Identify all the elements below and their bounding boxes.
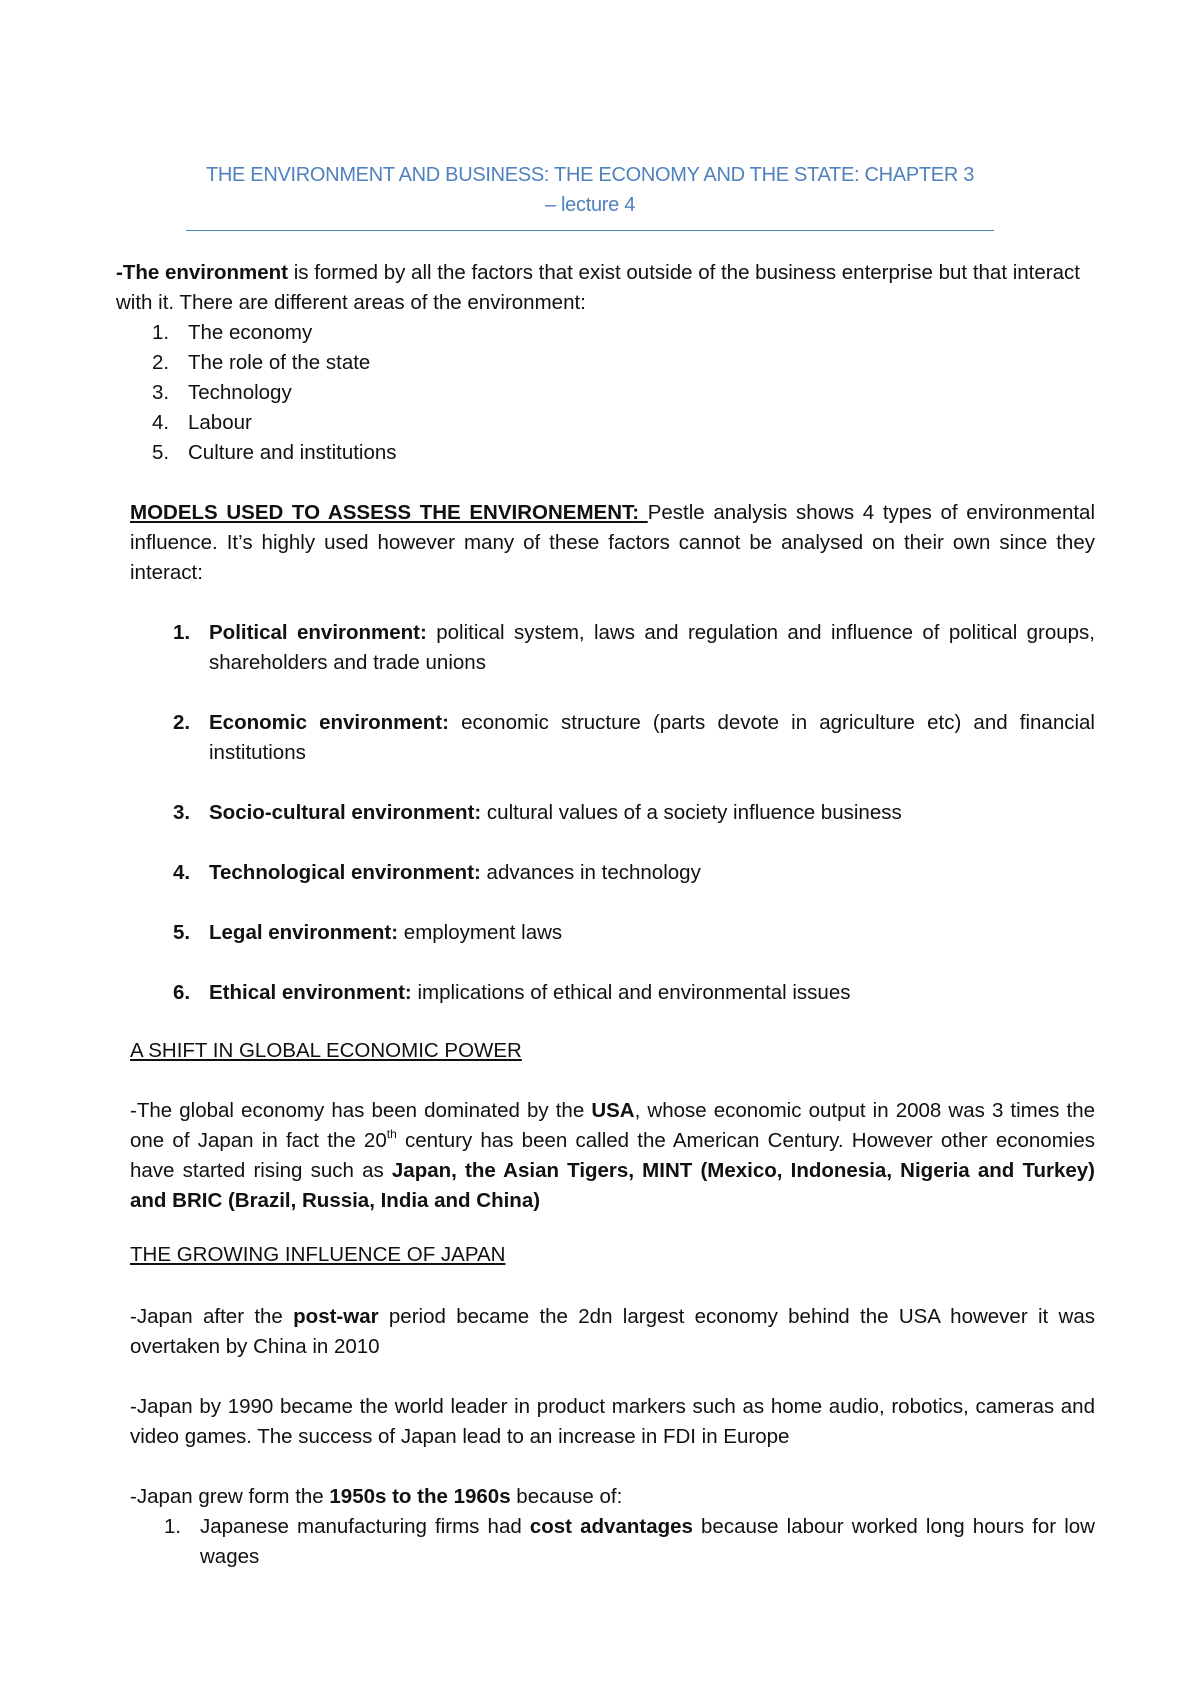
japan-p1-text-b: period became the 2dn largest economy behind the USA however it was overtaken by China in 2010: [130, 1305, 1095, 1358]
list-number: 1.: [164, 1515, 182, 1538]
list-item: [152, 318, 1088, 348]
pestle-description: advances in technology: [480, 861, 701, 884]
pestle-item-socio-cultural: [173, 798, 1095, 828]
list-item: [152, 348, 1088, 378]
list-item-text: Technology: [188, 381, 292, 404]
pestle-term: Economic environment:: [209, 711, 449, 734]
pestle-item-economic: [173, 708, 1095, 768]
list-number: 2.: [152, 351, 170, 374]
list-number: 3.: [173, 801, 191, 824]
japan-p3-bold: 1950s to the 1960s: [329, 1485, 511, 1508]
list-number: 6.: [173, 981, 191, 1004]
list-number: 2.: [173, 711, 191, 734]
shift-paragraph: [130, 1096, 1095, 1216]
japan-item-bold: cost advantages: [529, 1515, 693, 1538]
title-line-2: – lecture 4: [544, 194, 636, 216]
section-heading-japan: [130, 1240, 1095, 1270]
list-item-text: Culture and institutions: [188, 441, 397, 464]
shift-heading-text: A SHIFT IN GLOBAL ECONOMIC POWER: [130, 1039, 522, 1062]
pestle-item-political: [173, 618, 1096, 678]
japan-growth-list: [164, 1512, 1095, 1572]
pestle-term: Legal environment:: [209, 921, 399, 944]
models-heading: MODELS USED TO ASSESS THE ENVIRONEMENT:: [130, 501, 640, 524]
pestle-item-technological: [173, 858, 1095, 888]
shift-economies-list: Japan, the Asian Tigers, MINT (Mexico, Indonesia, Nigeria and Turkey) and BRIC (Brazil, Russia, India and China): [130, 1159, 1095, 1212]
pestle-description: cultural values of a society influence business: [481, 801, 902, 824]
pestle-item-legal: [173, 918, 1095, 948]
title-underline-rule: [186, 230, 994, 231]
list-number: 3.: [152, 381, 170, 404]
environment-areas-list: [152, 318, 1088, 468]
shift-text-2: , whose economic output in 2008 was 3 times the one of Japan in fact the 20: [130, 1099, 1095, 1152]
pestle-description: implications of ethical and environmental issues: [411, 981, 851, 1004]
japan-heading-text: THE GROWING INFLUENCE OF JAPAN: [130, 1243, 506, 1266]
japan-p3-text-b: because of:: [510, 1485, 623, 1508]
japan-growth-item-1: [164, 1512, 1095, 1572]
japan-paragraph-2: [130, 1392, 1095, 1452]
list-item: [152, 408, 1088, 438]
japan-paragraph-1: [130, 1302, 1095, 1362]
pestle-term: Technological environment:: [209, 861, 481, 884]
pestle-list: [173, 618, 1096, 1008]
japan-p3-text-a: -Japan grew form the: [130, 1485, 330, 1508]
japan-item-text-a: Japanese manufacturing firms had: [200, 1515, 530, 1538]
japan-p2-text: -Japan by 1990 became the world leader in product markers such as home audio, robotics, cameras and video games. The success of Japan lead to an increase in FDI in Europe: [130, 1395, 1095, 1448]
intro-text: is formed by all the factors that exist outside of the business enterprise but that interact with it. There are different areas of the environment:: [116, 261, 1080, 314]
list-item-text: The economy: [188, 321, 313, 344]
pestle-description: employment laws: [398, 921, 563, 944]
list-item-text: The role of the state: [188, 351, 371, 374]
models-paragraph: [130, 498, 1095, 588]
pestle-description: political system, laws and regulation and influence of political groups, shareholders and trade unions: [209, 621, 1096, 674]
intro-paragraph: [116, 258, 1098, 318]
list-number: 5.: [152, 441, 170, 464]
shift-superscript: th: [386, 1127, 397, 1141]
pestle-term: Political environment:: [209, 621, 427, 644]
list-number: 1.: [152, 321, 170, 344]
pestle-term: Ethical environment:: [209, 981, 412, 1004]
page-title: [186, 160, 994, 220]
list-number: 4.: [173, 861, 191, 884]
list-item: [152, 438, 1088, 468]
list-item-text: Labour: [188, 411, 252, 434]
japan-p1-text-a: -Japan after the: [130, 1305, 294, 1328]
japan-p1-bold: post-war: [293, 1305, 379, 1328]
japan-item-text-b: because labour worked long hours for low wages: [200, 1515, 1095, 1568]
shift-text-3: century has been called the American Century. However other economies have started rising such as: [130, 1129, 1095, 1182]
models-text: Pestle analysis shows 4 types of environmental influence. It’s highly used however many of these factors cannot be analysed on their own since they interact:: [130, 501, 1095, 584]
list-number: 5.: [173, 921, 191, 944]
pestle-term: Socio-cultural environment:: [209, 801, 482, 824]
list-number: 4.: [152, 411, 170, 434]
list-item: [152, 378, 1088, 408]
models-heading-space: [639, 501, 648, 524]
section-heading-shift: [130, 1036, 1095, 1066]
title-line-1: THE ENVIRONMENT AND BUSINESS: THE ECONOMY AND THE STATE: CHAPTER 3: [205, 164, 975, 186]
shift-text-1: -The global economy has been dominated by the: [130, 1099, 592, 1122]
shift-usa: USA: [591, 1099, 635, 1122]
intro-lead-term: -The environment: [116, 261, 288, 284]
list-number: 1.: [173, 621, 191, 644]
japan-paragraph-3: [130, 1482, 1095, 1512]
pestle-description: economic structure (parts devote in agriculture etc) and financial institutions: [209, 711, 1095, 764]
pestle-item-ethical: [173, 978, 1095, 1008]
